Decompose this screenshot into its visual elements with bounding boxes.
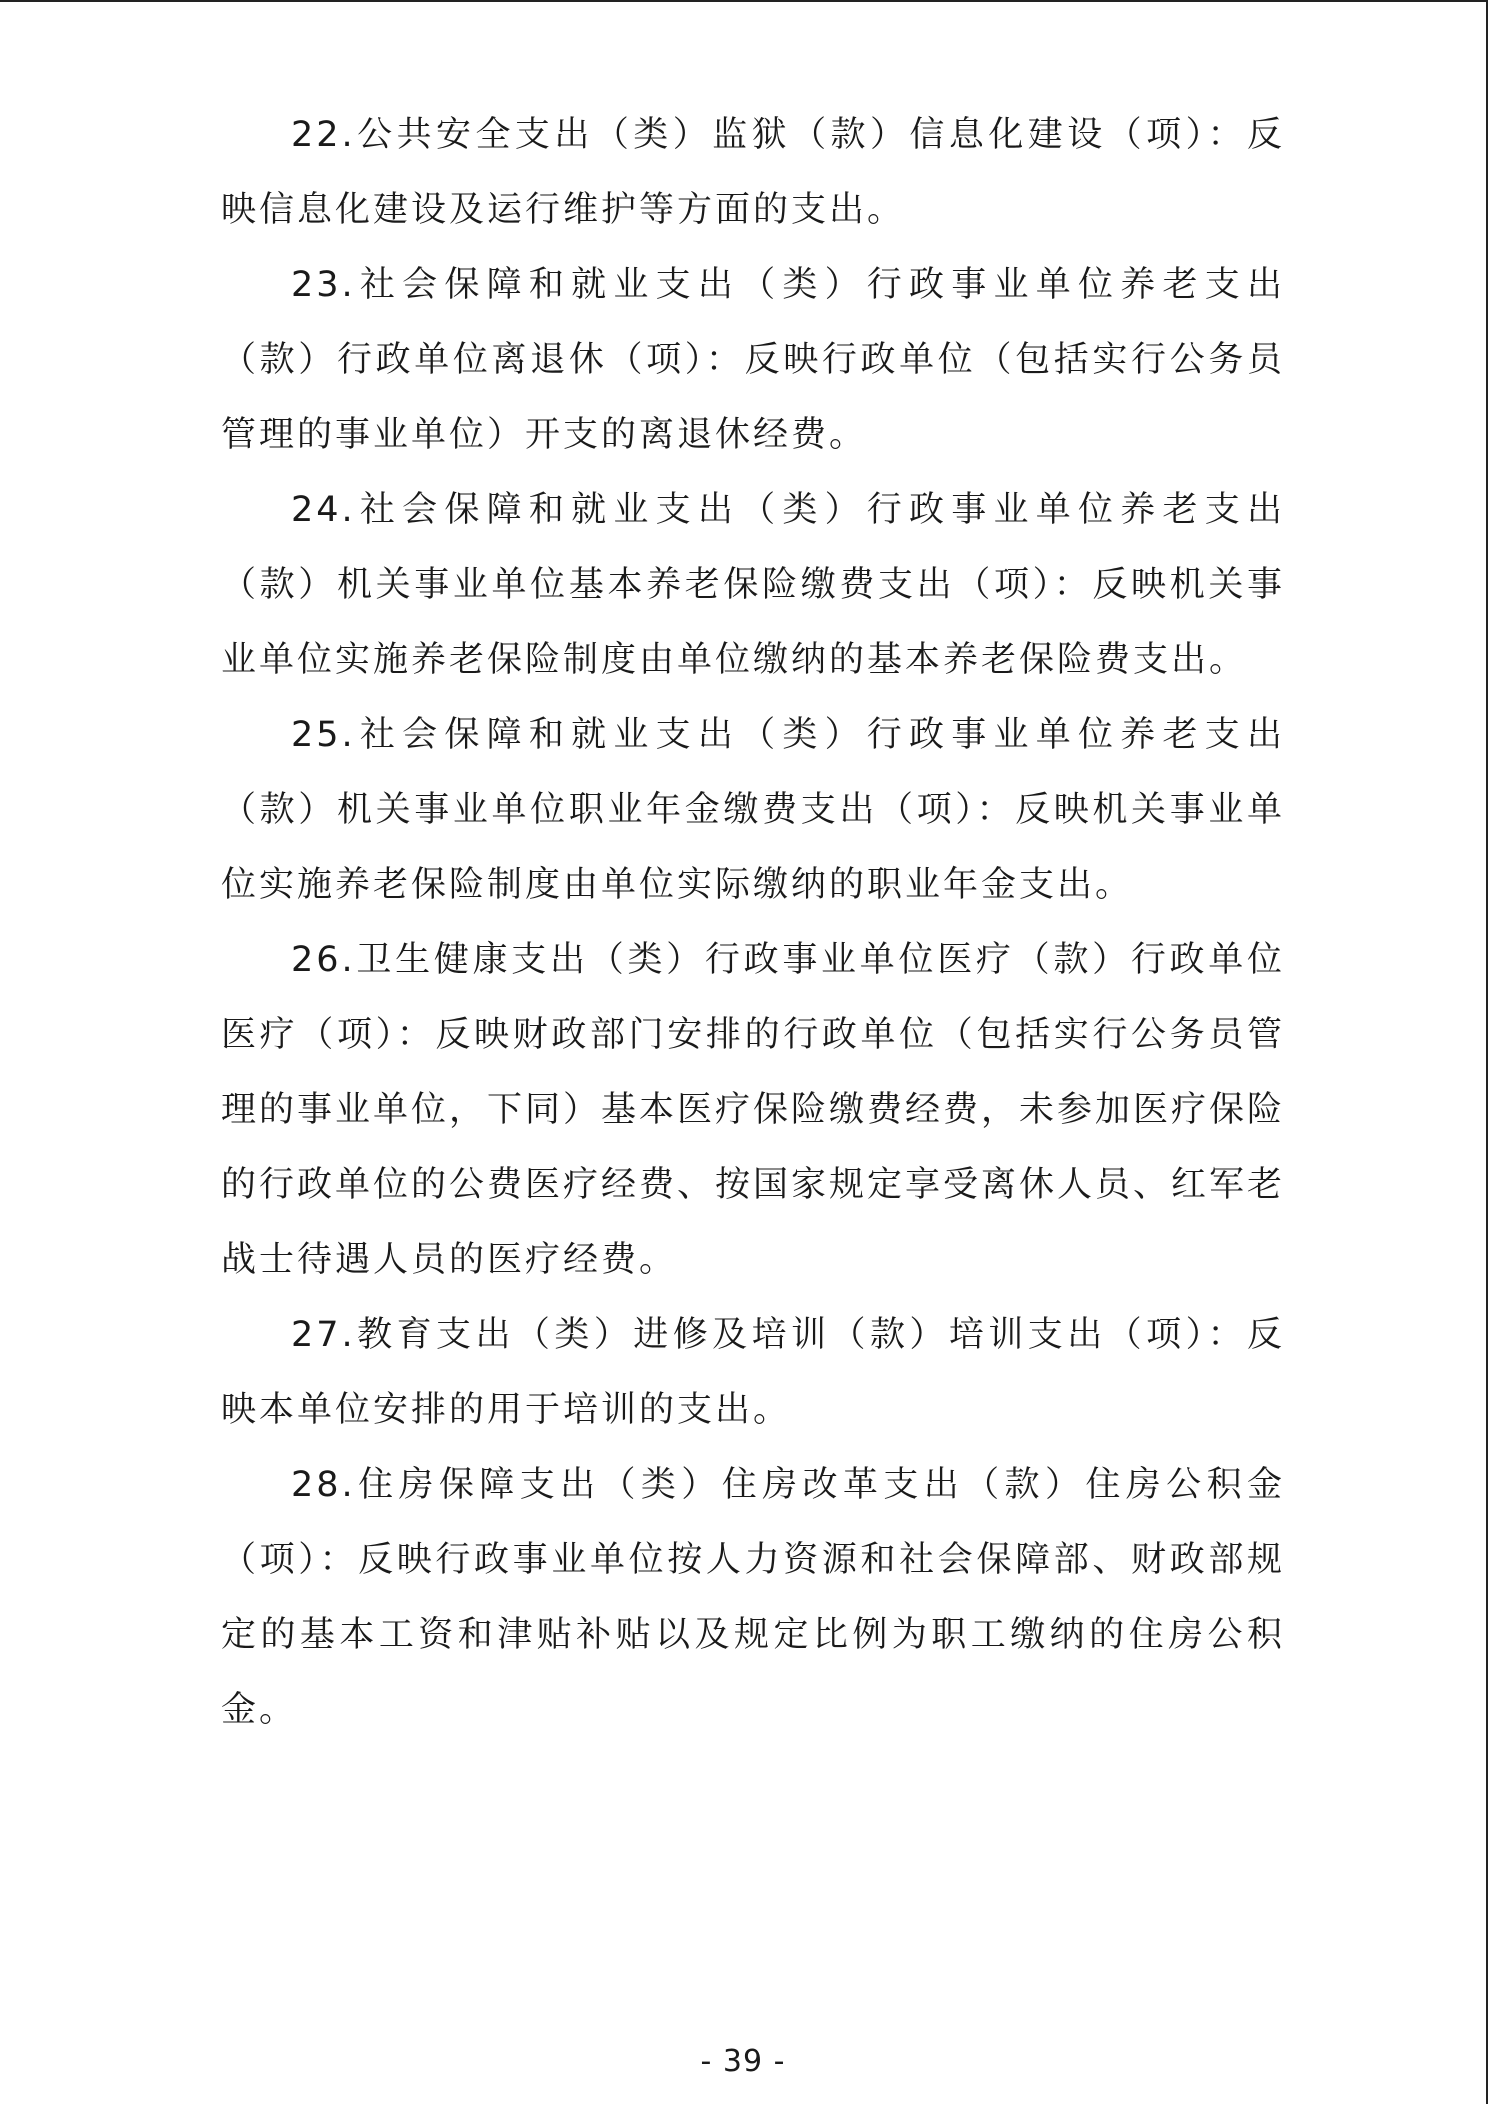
page-number: - 39 - xyxy=(700,2044,786,2079)
paragraph-item-25: 25.社会保障和就业支出（类）行政事业单位养老支出（款）机关事业单位职业年金缴费支出（项）：反映机关事业单位实施养老保险制度由单位实际缴纳的职业年金支出。 xyxy=(221,715,1285,905)
paragraph-item-28: 28.住房保障支出（类）住房改革支出（款）住房公积金（项）：反映行政事业单位按人力资源和社会保障部、财政部规定的基本工资和津贴补贴以及规定比例为职工缴纳的住房公积金。 xyxy=(221,1465,1285,1730)
paragraph-item-23: 23.社会保障和就业支出（类）行政事业单位养老支出（款）行政单位离退休（项）：反映行政单位（包括实行公务员管理的事业单位）开支的离退休经费。 xyxy=(221,265,1285,455)
paragraph-item-27: 27.教育支出（类）进修及培训（款）培训支出（项）：反映本单位安排的用于培训的支出。 xyxy=(221,1315,1285,1430)
paragraph-item-24: 24.社会保障和就业支出（类）行政事业单位养老支出（款）机关事业单位基本养老保险缴费支出（项）：反映机关事业单位实施养老保险制度由单位缴纳的基本养老保险费支出。 xyxy=(221,490,1285,680)
paragraph-item-22: 22.公共安全支出（类）监狱（款）信息化建设（项）：反映信息化建设及运行维护等方面的支出。 xyxy=(221,115,1285,230)
body-text xyxy=(221,98,1285,1748)
paragraph-item-26: 26.卫生健康支出（类）行政事业单位医疗（款）行政单位医疗（项）：反映财政部门安排的行政单位（包括实行公务员管理的事业单位，下同）基本医疗保险缴费经费，未参加医疗保险的行政单位的公费医疗经费、按国家规定享受离休人员、红军老战士待遇人员的医疗经费。 xyxy=(221,940,1286,1280)
